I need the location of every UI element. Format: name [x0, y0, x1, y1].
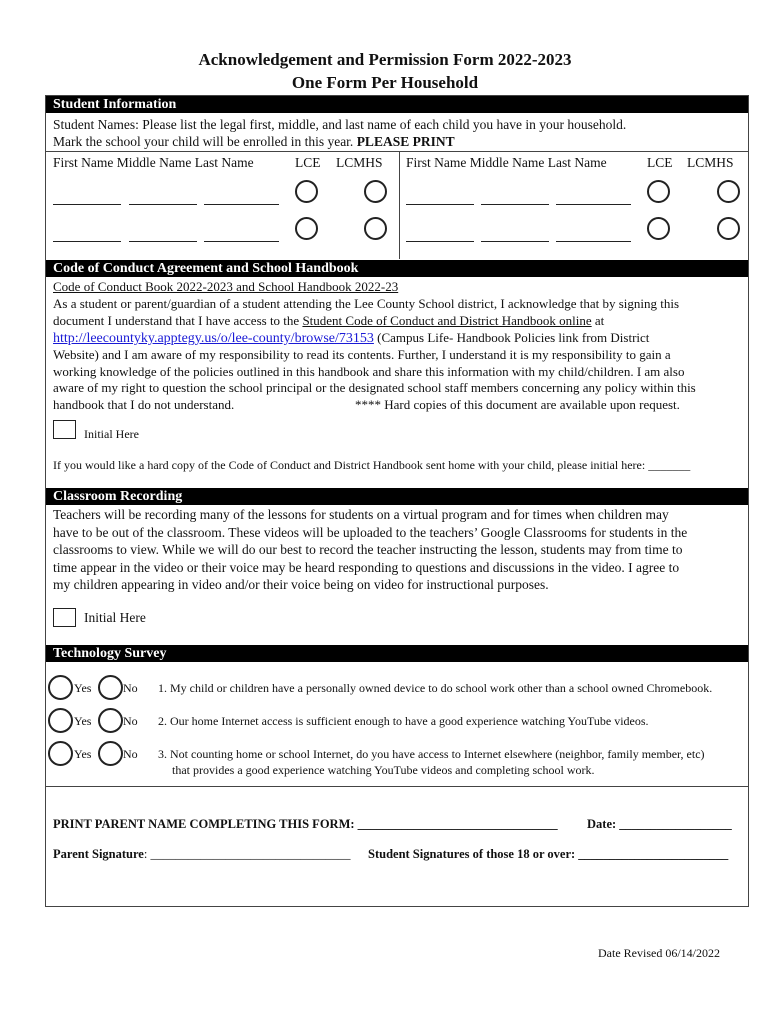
conduct-text: document I understand that I have access to the — [53, 313, 303, 328]
yes-label: Yes — [74, 714, 92, 728]
yes-label: Yes — [74, 747, 92, 761]
date-field[interactable]: Date: __________________ — [587, 817, 732, 831]
recording-text-line: time appear in the video or their voice may be heard responding to questions and discussions in the video. I agree to — [53, 560, 680, 575]
recording-text-line: have to be out of the classroom. These videos will be uploaded to the teachers’ Google Classrooms for students in the — [53, 525, 688, 540]
lce-label-left: LCE — [295, 155, 321, 170]
name-columns-left: First Name Middle Name Last Name — [53, 155, 254, 170]
hard-copy-request: If you would like a hard copy of the Code of Conduct and District Handbook sent home with your child, please initial here: _______ — [53, 458, 691, 472]
student-signature-field[interactable]: Student Signatures of those 18 or over: ________________________ — [368, 847, 729, 861]
survey-heading: Technology Survey — [46, 645, 748, 662]
recording-text-line: Teachers will be recording many of the lessons for students on a virtual program and for times when children may — [53, 507, 669, 522]
no-radio[interactable] — [98, 708, 123, 733]
student-names-instructions: Student Names: Please list the legal first, middle, and last name of each child you have in your household. — [53, 117, 627, 132]
yes-radio[interactable] — [48, 741, 73, 766]
recording-text-line: my children appearing in video and/or their voice being on video for instructional purposes. — [53, 577, 549, 592]
date-revised: Date Revised 06/14/2022 — [598, 946, 720, 960]
initial-box[interactable] — [53, 608, 76, 627]
lce-radio[interactable] — [295, 180, 318, 203]
lce-radio[interactable] — [295, 217, 318, 240]
lcmhs-radio[interactable] — [717, 217, 740, 240]
survey-question-2: 2. Our home Internet access is sufficient enough to have a good experience watching YouTube videos. — [158, 714, 649, 728]
last-name-field[interactable] — [204, 241, 279, 242]
student-info-heading: Student Information — [46, 96, 748, 113]
no-label: No — [123, 747, 138, 761]
recording-text-line: classrooms to view. While we will do our best to record the teacher instructing the lesson, students may from time to — [53, 542, 683, 557]
print-instructions — [53, 133, 455, 150]
middle-name-field[interactable] — [129, 241, 197, 242]
yes-radio[interactable] — [48, 675, 73, 700]
survey-question-3: 3. Not counting home or school Internet, do you have access to Internet elsewhere (neighbor, family member, etc) — [158, 747, 705, 761]
no-label: No — [123, 714, 138, 728]
handbook-online-link[interactable]: Student Code of Conduct and District Handbook online — [302, 313, 592, 328]
form-body — [45, 95, 749, 907]
lcmhs-radio[interactable] — [364, 217, 387, 240]
no-radio[interactable] — [98, 675, 123, 700]
conduct-text-line — [53, 312, 604, 329]
first-name-field[interactable] — [406, 241, 474, 242]
parent-signature-field[interactable] — [53, 847, 350, 862]
conduct-subtitle: Code of Conduct Book 2022-2023 and School Handbook 2022-23 — [53, 279, 399, 294]
conduct-text-line — [53, 329, 649, 347]
middle-name-field[interactable] — [481, 241, 549, 242]
print-parent-name-field[interactable]: PRINT PARENT NAME COMPLETING THIS FORM: ________________________________ — [53, 817, 558, 831]
no-label: No — [123, 681, 138, 695]
survey-question-1: 1. My child or children have a personally owned device to do school work other than a school owned Chromebook. — [158, 681, 713, 695]
hard-copies-note: **** Hard copies of this document are available upon request. — [355, 397, 680, 412]
lce-label-right: LCE — [647, 155, 673, 170]
middle-name-field[interactable] — [481, 204, 549, 205]
last-name-field[interactable] — [556, 204, 631, 205]
name-columns-right: First Name Middle Name Last Name — [406, 155, 607, 170]
conduct-text-line: Website) and I am aware of my responsibility to read its contents. Further, I understand it is my responsibility to gain a — [53, 347, 671, 362]
last-name-field[interactable] — [204, 204, 279, 205]
yes-label: Yes — [74, 681, 92, 695]
last-name-field[interactable] — [556, 241, 631, 242]
no-radio[interactable] — [98, 741, 123, 766]
yes-radio[interactable] — [48, 708, 73, 733]
handbook-url-link[interactable]: http://leecountyky.apptegy.us/o/lee-county/browse/73153 — [53, 331, 374, 346]
lce-radio[interactable] — [647, 180, 670, 203]
lcmhs-radio[interactable] — [364, 180, 387, 203]
parent-signature-line: : ________________________________ — [143, 847, 351, 861]
first-name-field[interactable] — [406, 204, 474, 205]
survey-question-3-cont: that provides a good experience watching YouTube videos and completing school work. — [172, 763, 595, 777]
lcmhs-label-left: LCMHS — [336, 155, 383, 170]
lcmhs-radio[interactable] — [717, 180, 740, 203]
lcmhs-label-right: LCMHS — [687, 155, 734, 170]
conduct-heading: Code of Conduct Agreement and School Handbook — [46, 260, 748, 277]
conduct-text-line: working knowledge of the policies outlined in this handbook and share this information with my child/children. I am also — [53, 364, 685, 379]
divider — [46, 151, 748, 152]
conduct-text-line: aware of my right to question the school principal or the designated school staff members concerning any policy within this — [53, 380, 696, 395]
conduct-text-line: handbook that I do not understand. — [53, 397, 235, 412]
initial-here-label: Initial Here — [84, 427, 139, 441]
please-print-label: PLEASE PRINT — [356, 134, 455, 149]
form-title: Acknowledgement and Permission Form 2022-2023 — [198, 50, 572, 69]
initial-here-label: Initial Here — [84, 610, 146, 625]
conduct-text: (Campus Life- Handbook Policies link from District — [373, 330, 650, 345]
first-name-field[interactable] — [53, 204, 121, 205]
column-divider — [399, 151, 400, 259]
parent-signature-label: Parent Signature — [53, 847, 144, 861]
middle-name-field[interactable] — [129, 204, 197, 205]
divider — [46, 786, 748, 787]
lce-radio[interactable] — [647, 217, 670, 240]
conduct-text-line: As a student or parent/guardian of a student attending the Lee County School district, I acknowledge that by signing this — [53, 296, 680, 311]
print-instructions-text: Mark the school your child will be enrolled in this year. — [53, 134, 357, 149]
recording-heading: Classroom Recording — [46, 488, 748, 505]
conduct-text: at — [591, 313, 605, 328]
initial-box[interactable] — [53, 420, 76, 439]
form-subtitle: One Form Per Household — [291, 73, 479, 92]
first-name-field[interactable] — [53, 241, 121, 242]
